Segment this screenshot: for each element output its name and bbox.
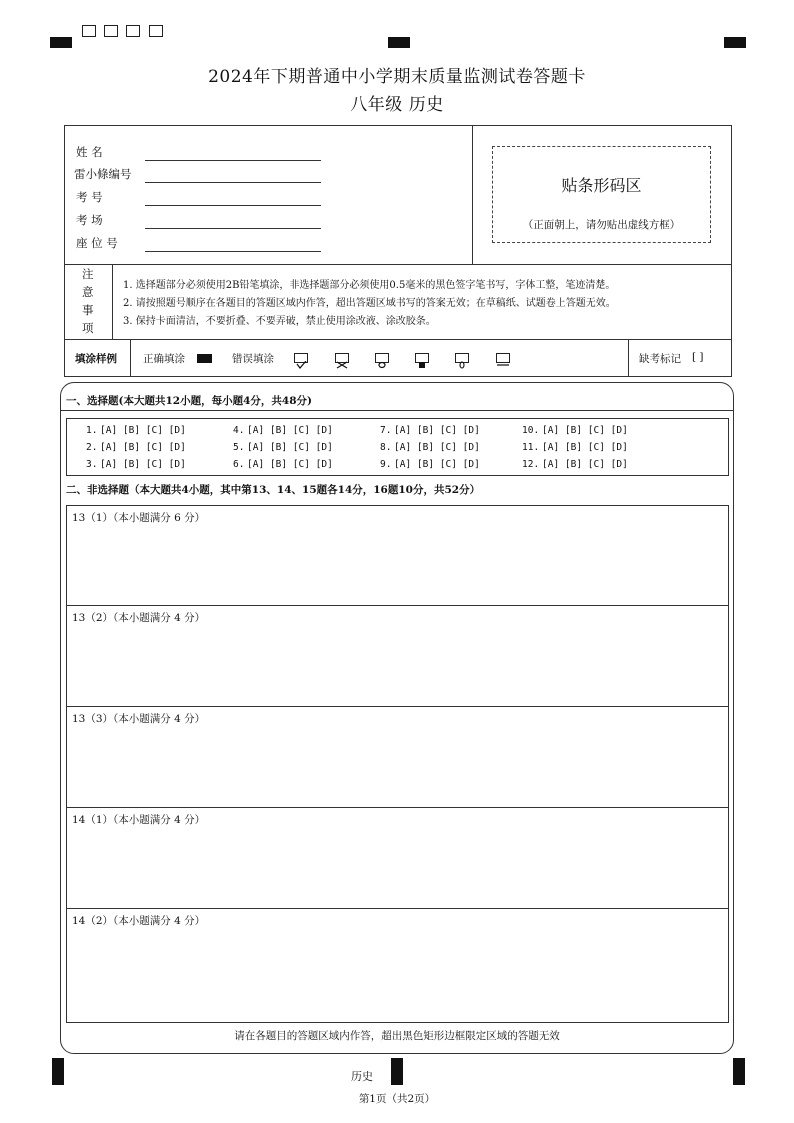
answer-box-label: 14（2）（本小题满分 4 分） [72,915,206,927]
region-warning: 请在各题目的答题区域内作答，超出黑色矩形边框限定区域的答题无效 [234,1030,560,1042]
question-number: 1. [86,425,98,436]
choice-options-q3[interactable]: [A] [B] [C] [D] [100,459,186,470]
seat-field[interactable] [145,251,321,252]
alignment-mark [52,1058,64,1085]
name-field[interactable] [145,160,321,161]
answer-box-14-1[interactable] [66,807,729,909]
choice-options-q12[interactable]: [A] [B] [C] [D] [542,459,628,470]
alignment-mark [50,37,72,48]
fill-divider-right [628,339,629,377]
question-number: 11. [522,442,540,453]
code-square [126,25,140,37]
question-number: 2. [86,442,98,453]
field-seat-label: 座 位 号 [76,236,118,250]
alignment-mark [388,37,410,48]
answer-box-label: 13（2）（本小题满分 4 分） [72,612,206,624]
id-field[interactable] [145,182,321,183]
answer-box-13-2[interactable] [66,605,729,707]
alignment-mark [391,1058,403,1085]
choice-options-q4[interactable]: [A] [B] [C] [D] [247,425,333,436]
answer-box-label: 13（1）（本小题满分 6 分） [72,512,206,524]
question-number: 10. [522,425,540,436]
correct-fill-mark [197,354,212,363]
notice-label-2: 意 [82,285,94,299]
zero-wrong-icon [455,353,469,363]
field-exam-no-label: 考 号 [76,190,103,204]
question-number: 7. [380,425,392,436]
line-wrong-icon [496,353,510,363]
page-title: 2024年下期普通中小学期末质量监测试卷答题卡 [208,67,586,87]
exam-no-field[interactable] [145,205,321,206]
question-number: 9. [380,459,392,470]
code-square [104,25,118,37]
choice-options-q10[interactable]: [A] [B] [C] [D] [542,425,628,436]
code-square [82,25,96,37]
notice-item: 1. 选择题部分必须使用2B铅笔填涂，非选择题部分必须使用0.5毫米的黑色签字笔书写，字体工整，笔迹清楚。 [123,280,616,291]
choice-options-q5[interactable]: [A] [B] [C] [D] [247,442,333,453]
code-square [149,25,163,37]
barcode-note: （正面朝上，请勿贴出虚线方框） [522,219,681,231]
question-number: 6. [233,459,245,470]
correct-fill-label: 正确填涂 [143,353,185,365]
absent-mark-box[interactable]: [ ] [692,351,704,363]
absent-mark-label: 缺考标记 [639,353,681,365]
answer-box-13-3[interactable] [66,706,729,808]
partial-wrong-icon [415,353,429,363]
answer-box-13-1[interactable] [66,505,729,606]
circle-wrong-icon [375,353,389,363]
check-wrong-icon [294,353,308,363]
notice-item: 2. 请按照题号顺序在各题目的答题区域内作答，超出答题区域书写的答案无效；在草稿纸、试题卷上答题无效。 [123,298,616,309]
answer-box-14-2[interactable] [66,908,729,1023]
notice-label-4: 项 [82,321,94,335]
question-number: 8. [380,442,392,453]
choice-options-q8[interactable]: [A] [B] [C] [D] [394,442,480,453]
question-number: 4. [233,425,245,436]
room-field[interactable] [145,228,321,229]
question-number: 3. [86,459,98,470]
alignment-mark [724,37,746,48]
barcode-title: 贴条形码区 [561,176,642,195]
choice-options-q9[interactable]: [A] [B] [C] [D] [394,459,480,470]
notice-item: 3. 保持卡面清洁，不要折叠、不要弄破，禁止使用涂改液、涂改胶条。 [123,316,436,327]
cross-wrong-icon [335,353,349,363]
fill-divider-left [130,339,131,377]
footer-page-number: 第1页（共2页） [358,1093,436,1105]
info-divider [472,125,473,265]
notice-label-3: 事 [82,303,94,317]
section-2-title: 二、非选择题（本大题共4小题，其中第13、14、15题各14分，16题10分，共52分） [66,484,481,496]
choice-options-q7[interactable]: [A] [B] [C] [D] [394,425,480,436]
field-room-label: 考 场 [76,213,103,227]
notice-label-1: 注 [82,267,94,281]
notice-divider [112,264,113,340]
question-number: 5. [233,442,245,453]
choice-options-q1[interactable]: [A] [B] [C] [D] [100,425,186,436]
fill-example-label: 填涂样例 [75,353,117,365]
barcode-area [492,146,711,243]
section-1-title: 一、选择题(本大题共12小题，每小题4分，共48分) [66,395,312,407]
answer-box-label: 14（1）（本小题满分 4 分） [72,814,206,826]
footer-subject: 历史 [351,1070,373,1083]
section-1-rule [60,410,734,411]
page-subtitle: 八年级 历史 [350,95,444,115]
answer-box-label: 13（3）（本小题满分 4 分） [72,713,206,725]
question-number: 12. [522,459,540,470]
choice-options-q11[interactable]: [A] [B] [C] [D] [542,442,628,453]
field-id-label: 雷小條编号 [74,167,132,181]
choice-options-q2[interactable]: [A] [B] [C] [D] [100,442,186,453]
alignment-mark [733,1058,745,1085]
wrong-fill-label: 错误填涂 [232,353,274,365]
choice-options-q6[interactable]: [A] [B] [C] [D] [247,459,333,470]
field-name-label: 姓 名 [76,145,103,159]
